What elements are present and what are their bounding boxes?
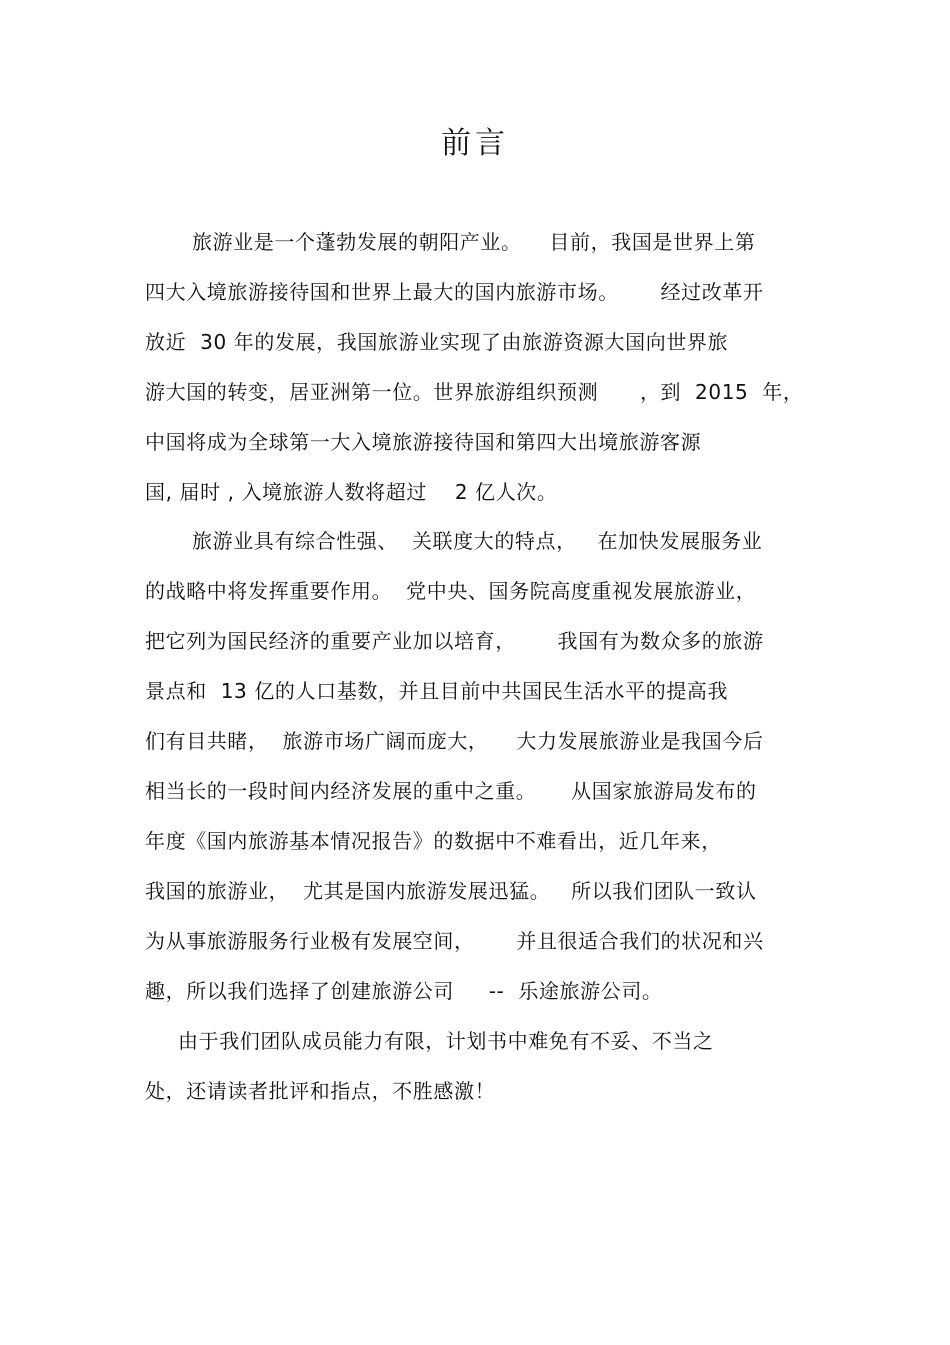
paragraph-1-line-2: 四大入境旅游接待国和世界上最大的国内旅游市场。 经过改革开: [145, 280, 764, 304]
page-title: 前言: [441, 126, 509, 161]
paragraph-2-line-2: 的战略中将发挥重要作用。 党中央、国务院高度重视发展旅游业，: [145, 579, 757, 603]
paragraph-3-line-2: 处，还请读者批评和指点，不胜感激！: [145, 1079, 496, 1103]
paragraph-2-line-1: 旅游业具有综合性强、 关联度大的特点， 在加快发展服务业: [192, 529, 763, 553]
paragraph-3-line-1: 由于我们团队成员能力有限，计划书中难免有不妥、不当之: [178, 1029, 714, 1053]
paragraph-2-line-9: 为从事旅游服务行业极有发展空间， 并且很适合我们的状况和兴: [145, 929, 764, 953]
paragraph-1-line-4: 游大国的转变，居亚洲第一位。世界旅游组织预测 ，到 2015 年，: [145, 380, 804, 404]
paragraph-2-line-6: 相当长的一段时间内经济发展的重中之重。 从国家旅游局发布的: [145, 779, 757, 803]
paragraph-1-line-1: 旅游业是一个蓬勃发展的朝阳产业。 目前，我国是世界上第: [192, 230, 756, 254]
paragraph-2-line-7: 年度《国内旅游基本情况报告》的数据中不难看出，近几年来，: [145, 829, 722, 853]
paragraph-1-line-5: 中国将成为全球第一大入境旅游接待国和第四大出境旅游客源: [145, 430, 702, 454]
paragraph-2-line-5: 们有目共睹， 旅游市场广阔而庞大， 大力发展旅游业是我国今后: [145, 729, 764, 753]
paragraph-2-line-8: 我国的旅游业， 尤其是国内旅游发展迅猛。 所以我们团队一致认: [145, 879, 757, 903]
paragraph-2-line-10: 趣，所以我们选择了创建旅游公司 -- 乐途旅游公司。: [145, 979, 663, 1003]
paragraph-2-line-4: 景点和 13 亿的人口基数，并且目前中共国民生活水平的提高我: [145, 679, 729, 703]
paragraph-1-line-3: 放近 30 年的发展，我国旅游业实现了由旅游资源大国向世界旅: [145, 330, 729, 354]
paragraph-2-line-3: 把它列为国民经济的重要产业加以培育， 我国有为数众多的旅游: [145, 629, 764, 653]
paragraph-1-line-6: 国, 届时 , 入境旅游人数将超过 2 亿人次。: [145, 480, 558, 504]
